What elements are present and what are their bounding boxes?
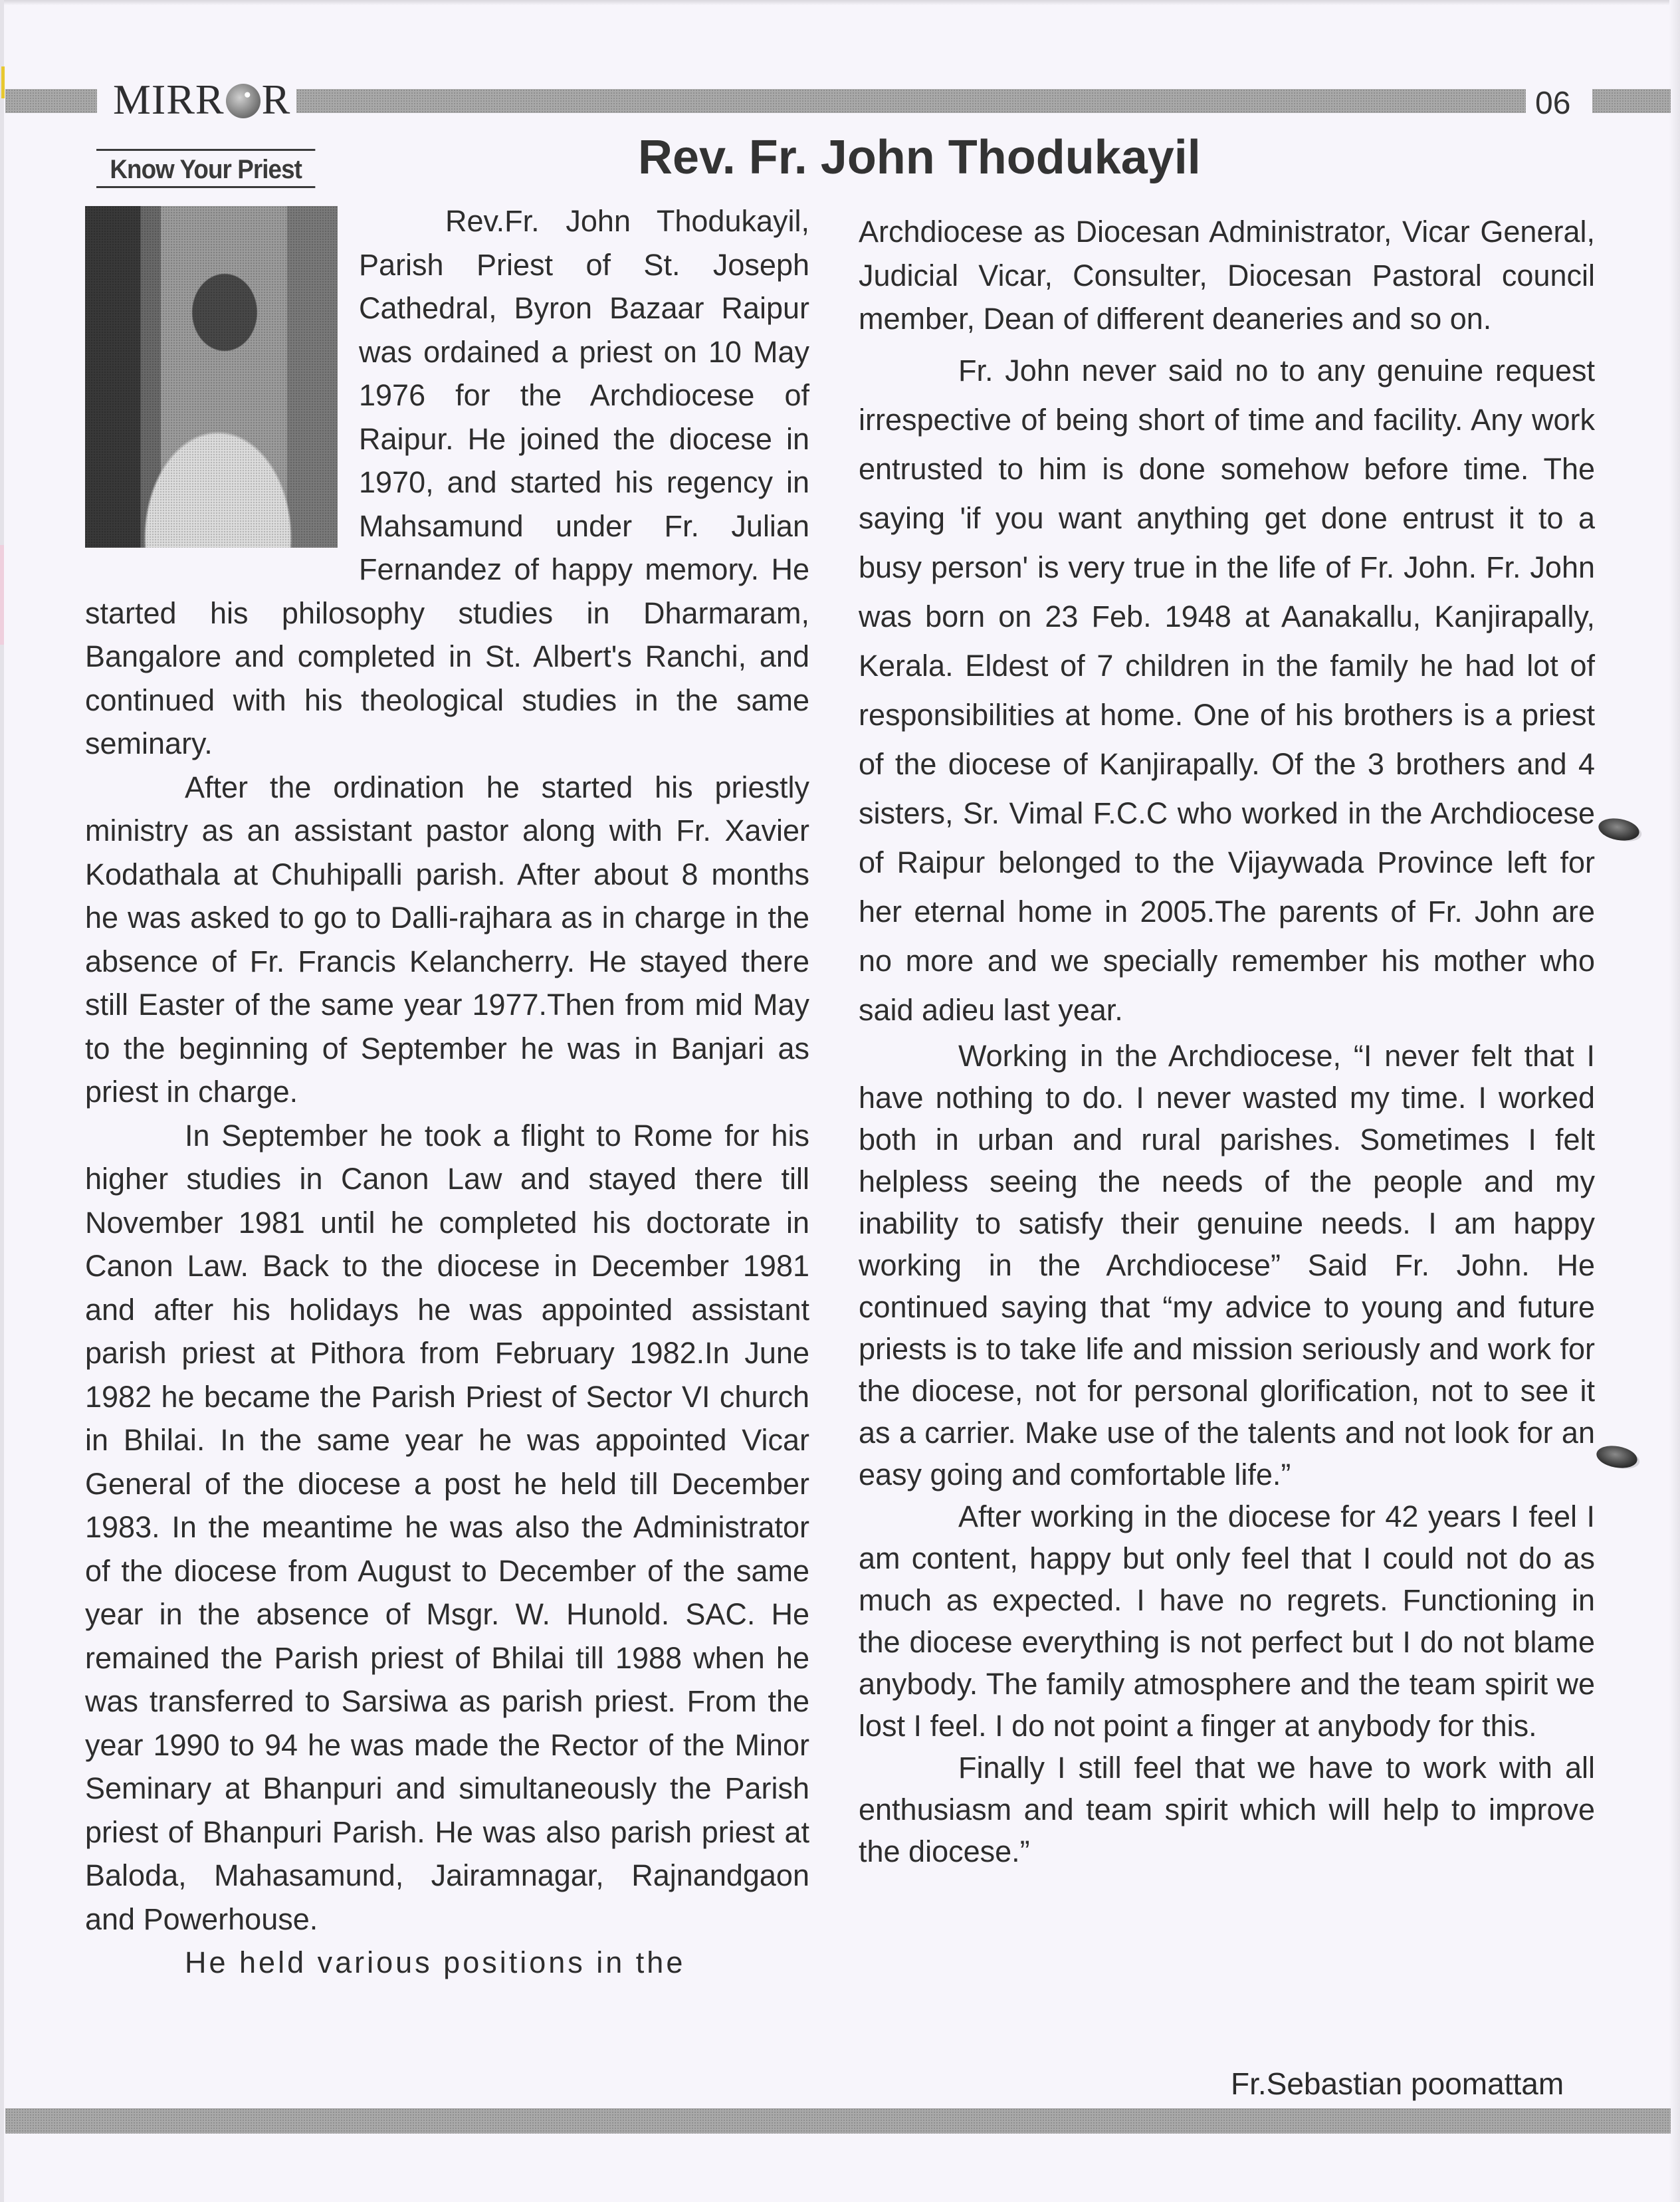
paragraph: Rev.Fr. John Thodukayil, Parish Priest of St. Joseph Cathedral, Byron Bazaar Raipur was ordained a priest on 10 May 1976 for the Archdiocese of Raipur. He joined the diocese in 1970, and started his regency in Mahsamund under Fr. Julian Fernandez of happy memory. He started his philosophy studies in Dharmaram, Bangalore and completed in St. Albert's Ranchi, and continued with his theological studies in the same seminary. <box>85 204 809 760</box>
paragraph: After the ordination he started his priestly ministry as an assistant pastor along with Fr. Xavier Kodathala at Chuhipalli parish. After about 8 months he was asked to go to Dalli-rajhara as in charge in the absence of Fr. Francis Kelancherry. He stayed there still Easter of the same year 1977.Then from mid May to the beginning of September he was in Banjari as priest in charge. <box>85 770 809 1109</box>
paragraph: He held various positions in the <box>185 1945 686 1979</box>
paragraph: Fr. John never said no to any genuine request irrespective of being short of time and facility. Any work entrusted to him is done somehow before time. The saying 'if you want anything get done entrust it to a busy person' is very true in the life of Fr. John. Fr. John was born on 23 Feb. 1948 at Aanakallu, Kanjirapally, Kerala. Eldest of 7 children in the family he had lot of responsibilities at home. One of his brothers is a priest of the diocese of Kanjirapally. Of the 3 brothers and 4 sisters, Sr. Vimal F.C.C who worked in the Archdiocese of Raipur belonged to the Vijaywada Province left for her eternal home in 2005.The parents of Fr. John are no more and we specially remember his mother who said adieu last year. <box>859 353 1595 1027</box>
page-number: 06 <box>1535 86 1571 121</box>
logo-text-prefix: MIRR <box>113 76 225 123</box>
page-tab-mark-pink <box>0 545 4 645</box>
scan-edge-right <box>1669 0 1680 2202</box>
article-column-right <box>859 210 1595 1872</box>
footer-band <box>5 2108 1671 2134</box>
paragraph: Archdiocese as Diocesan Administrator, Vicar General, Judicial Vicar, Consulter, Diocesan Pastoral council member, Dean of different deaneries and so on. <box>859 215 1595 336</box>
paragraph: In September he took a flight to Rome for his higher studies in Canon Law and stayed there till November 1981 until he completed his doctorate in Canon Law. Back to the diocese in December 1981 and after his holidays he was appointed assistant parish priest at Pithora from February 1982.In June 1982 he became the Parish Priest of Sector VI church in Bhilai. In the same year he was appointed Vicar General of the diocese a post he held till December 1983. In the meantime he was also the Administrator of the diocese from August to December of the same year in the absence of Msgr. W. Hunold. SAC. He remained the Parish priest of Bhilai till 1988 when he was transferred to Sarsiwa as parish priest. From the year 1990 to 94 he was made the Rector of the Minor Seminary at Bhanpuri and simultaneously the Parish priest of Bhanpuri Parish. He was also parish priest at Baloda, Mahasamund, Jairamnagar, Rajnandgaon and Powerhouse. <box>85 1118 809 1936</box>
paragraph: Finally I still feel that we have to work with all enthusiasm and team spirit which will help to improve the diocese.” <box>859 1750 1595 1868</box>
article-title: Rev. Fr. John Thodukayil <box>638 131 1201 184</box>
section-label: Know Your Priest <box>96 149 315 188</box>
photo-wrap-spacer <box>85 199 359 558</box>
publication-logo <box>113 78 290 121</box>
header-band-right <box>1592 89 1671 113</box>
punch-hole-icon <box>1595 1443 1639 1471</box>
page-tab-mark <box>1 66 5 98</box>
article-column-left <box>85 199 809 1985</box>
header-band-middle <box>296 89 1526 113</box>
scan-edge-top <box>0 0 1680 5</box>
globe-icon <box>226 84 261 118</box>
author-signature: Fr.Sebastian poomattam <box>1231 2066 1564 2101</box>
paragraph: Working in the Archdiocese, “I never felt that I have nothing to do. I never wasted my time. I worked both in urban and rural parishes. Sometimes I felt helpless seeing the needs of the people and my inability to satisfy their genuine needs. I am happy working in the Archdiocese” Said Fr. John. He continued saying that “my advice to young and future priests is to take life and mission seriously and work for the diocese, not for personal glorification, not to see it as a carrier. Make use of the talents and not look for an easy going and comfortable life.” <box>859 1038 1595 1491</box>
paragraph: After working in the diocese for 42 years I feel I am content, happy but only feel that I could not do as much as expected. I have no regrets. Functioning in the diocese everything is not perfect but I do not blame anybody. The family atmosphere and the team spirit we lost I feel. I do not point a finger at anybody for this. <box>859 1499 1595 1743</box>
logo-text-suffix: R <box>261 76 291 123</box>
scan-edge-left <box>0 0 4 2202</box>
header-band-left <box>5 89 97 113</box>
punch-hole-icon <box>1597 816 1641 843</box>
